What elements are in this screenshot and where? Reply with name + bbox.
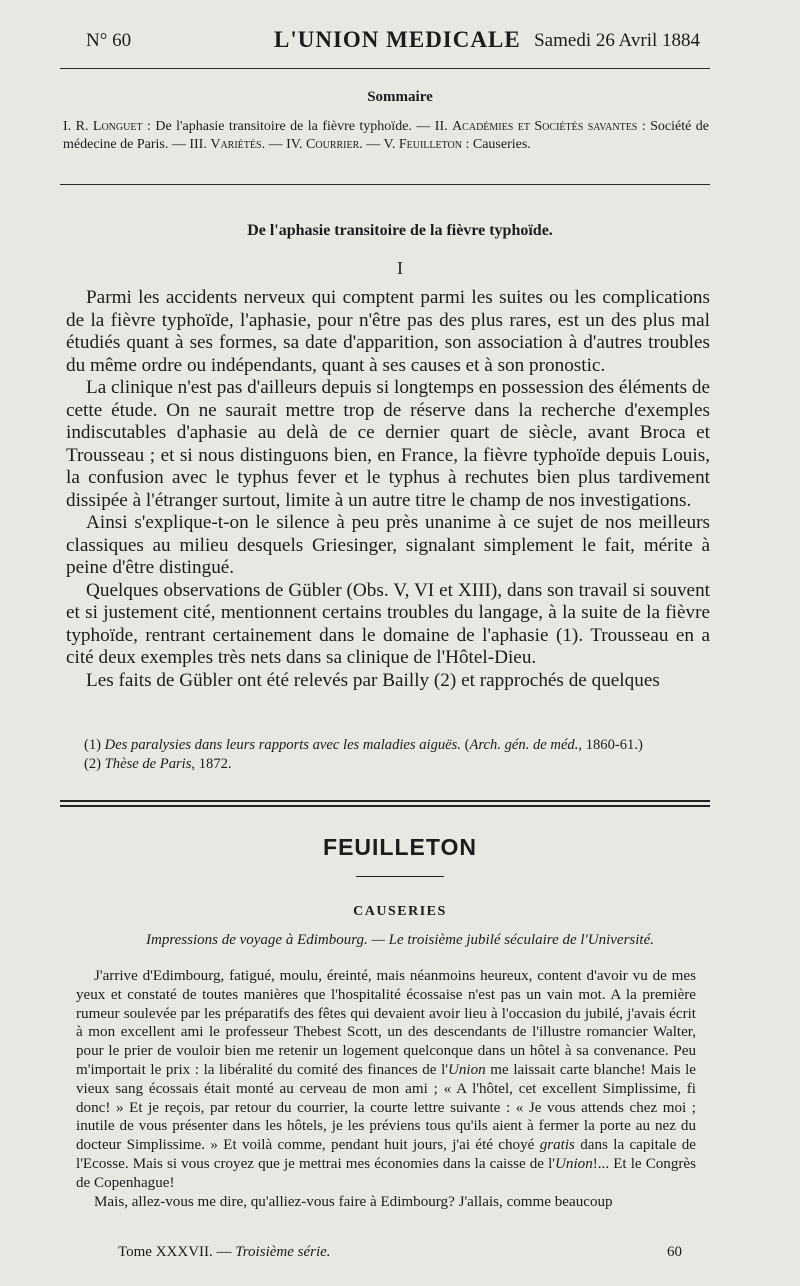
footnote-1 xyxy=(66,736,710,755)
sommaire-item-3-text: . — IV. xyxy=(261,137,307,152)
issue-date: Samedi 26 Avril 1884 xyxy=(534,30,700,51)
footnote-1-close: , 1860-61.) xyxy=(578,737,643,753)
sommaire-item-4-label: Courrier xyxy=(306,137,360,152)
sommaire-item-1-text: : De l'aphasie transitoire de la fièvre typhoïde. — II. xyxy=(142,119,453,134)
union-ref: Union xyxy=(447,1061,486,1078)
page-footer xyxy=(118,1244,682,1264)
footnote-2 xyxy=(66,755,710,774)
sommaire-item-1-num: I. xyxy=(63,119,72,134)
sommaire-item-2-text: : Société de médecine de Paris. — III. xyxy=(63,119,710,152)
feuilleton-text: J'arrive d'Edimbourg, fatigué, moulu, éreinté, mais néanmoins heureux, content d'avoir vu de mes yeux et constaté de toutes manières que l'hospitalité écossaise n'est pas un vain mot. A la première rumeur soulevée par les préparatifs des fêtes qui devaient avoir lieu à l'occasion du jubilé, j'avais écrit à mon excellent ami le professeur Thebest Scott, un des descendants de l'illustre romancier Walter, pour le prier de vouloir bien me retenir un logement quelconque dans un hôtel à sa convenance. Peu m'importait le prix : la libéralité du comité des finances de l' xyxy=(76,968,696,1078)
sommaire-author: R. Longuet xyxy=(75,119,143,134)
page-header xyxy=(86,27,700,62)
sommaire-body xyxy=(63,118,709,154)
sommaire-item-3-label: Variétés xyxy=(210,137,262,152)
footnote-1-open: ( xyxy=(460,737,470,753)
feuilleton-paragraph xyxy=(76,967,696,1193)
sommaire-title: Sommaire xyxy=(367,89,433,105)
series: Troisième série. xyxy=(235,1244,331,1260)
sommaire-item-2-label: Académies et Sociétés savantes xyxy=(452,119,638,134)
feuilleton-title: FEUILLETON xyxy=(323,834,477,860)
sommaire-item-5-text: : Causeries. xyxy=(461,137,531,152)
feuilleton-subtitle: CAUSERIES xyxy=(353,904,447,919)
footnote-2-title: Thèse de Paris xyxy=(104,756,192,772)
feuilleton-text: me laissait carte blanche! Mais le vieux sang écossais était monté au cerveau de mon ami ; « A l'hôtel, cet excellent Simplissime, fi donc! » Et je reçois, par retour du courrier, la courte lettre suivante : « Je vous attends chez moi ; inutile de vous présenter dans les hôtels, je les préviens tous qu'ils aient à fermer la porte au nez du docteur Simplissime. » Et voilà comme, pendant huit jours, j'ai été choyé xyxy=(76,1061,696,1154)
sommaire-item-4-text: . — V. xyxy=(359,137,399,152)
feuilleton-text: dans la capitale de l'Ecosse. Mais si vous croyez que je mettrai mes économies dans la caisse de l' xyxy=(76,1137,696,1172)
feuilleton-body xyxy=(76,967,696,1211)
gratis-word: gratis xyxy=(539,1137,575,1154)
feuilleton-separator xyxy=(60,800,710,807)
feuilleton-title-rule xyxy=(356,876,444,877)
page-number: 60 xyxy=(667,1244,682,1260)
article-paragraph: Quelques observations de Gübler (Obs. V, VI et XIII), dans son travail si souvent et si justement cité, mentionnent certains troubles du langage, à la suite de la fièvre typhoïde, rentrant certainement dans le domaine de l'aphasie (1). Trousseau en a cité deux exemples très nets dans sa clinique de l'Hôtel-Dieu. xyxy=(66,579,710,668)
footnote-2-rest: , 1872. xyxy=(191,756,232,772)
article-body xyxy=(66,287,710,692)
article-paragraph: Les faits de Gübler ont été relevés par Bailly (2) et rapprochés de quelques xyxy=(86,669,660,691)
journal-title: L'UNION MEDICALE xyxy=(274,27,521,52)
issue-number: N° 60 xyxy=(86,30,132,51)
topic-2: Le troisième jubilé séculaire de l'Université. xyxy=(388,932,654,948)
feuilleton-topics xyxy=(0,932,800,949)
footnotes xyxy=(66,736,710,774)
sommaire-rule xyxy=(60,184,710,185)
volume-info xyxy=(118,1244,331,1261)
volume: Tome XXXVII. — xyxy=(118,1244,236,1260)
union-ref: Union xyxy=(555,1155,593,1172)
article-title: De l'aphasie transitoire de la fièvre typhoïde. xyxy=(247,222,553,239)
header-rule xyxy=(60,68,710,69)
topic-1: Impressions de voyage à Edimbourg. xyxy=(146,932,368,948)
article-paragraph: La clinique n'est pas d'ailleurs depuis si longtemps en possession des éléments de cette étude. On ne saurait mettre trop de réserve dans la recherche d'exemples indiscutables d'aphasie au delà de ce dernier quart de siècle, avant Broca et Trousseau ; et si nous distinguons bien, en France, la fièvre typhoïde depuis Louis, la confusion avec le typhus fever et le typhus à rechutes bien plus tardivement dissipée à l'étranger surtout, limite à un autre titre le champ de nos investigations. xyxy=(66,377,710,511)
footnote-2-num: (2) xyxy=(84,756,105,772)
footnote-1-num: (1) xyxy=(84,737,105,753)
sommaire-item-5-label: Feuilleton xyxy=(398,137,462,152)
feuilleton-paragraph: Mais, allez-vous me dire, qu'alliez-vous faire à Edimbourg? J'allais, comme beaucoup xyxy=(94,1193,613,1210)
section-number: I xyxy=(397,258,403,278)
article-paragraph: Ainsi s'explique-t-on le silence à peu près unanime à ce sujet de nos meilleurs classiques au milieu desquels Griesinger, signalant simplement le fait, mérite à peine d'être distingué. xyxy=(66,512,710,578)
topic-separator: — xyxy=(367,932,389,948)
article-paragraph: Parmi les accidents nerveux qui comptent parmi les suites ou les complications de la fièvre typhoïde, l'aphasie, pour n'être pas des plus rares, est un des plus mal étudiés quant à ses formes, sa date d'apparition, son association à d'autres troubles du même ordre ou indépendants, quant à ses causes et à son pronostic. xyxy=(66,287,710,376)
footnote-1-source: Arch. gén. de méd. xyxy=(469,737,579,753)
feuilleton-text: !... Et le Congrès de Copenhague! xyxy=(76,1155,697,1191)
footnote-1-title: Des paralysies dans leurs rapports avec les maladies aiguës. xyxy=(104,737,461,753)
